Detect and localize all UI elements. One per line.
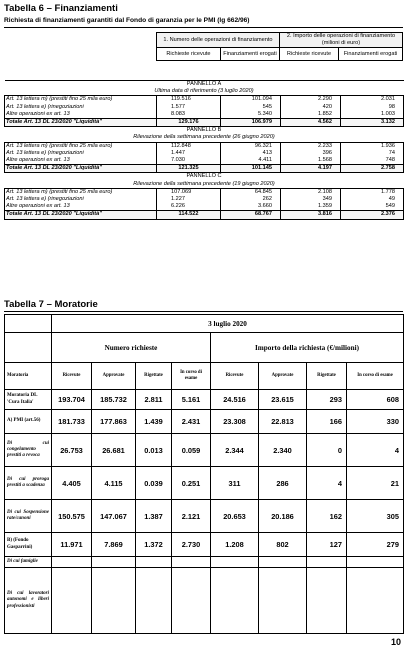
col-header: In corso di esame <box>347 363 404 390</box>
total-label: Totale Art. 13 DL 23/2020 "Liquidità" <box>5 119 157 127</box>
cell-value: 1.447 <box>157 150 221 157</box>
row-label: B) (Fondo Gasparrini) <box>5 533 52 557</box>
cell-value: 185.732 <box>92 390 136 410</box>
row-label: Di cui proroga prestiti a scadenza <box>5 467 52 500</box>
cell-value: 74 <box>341 150 404 157</box>
row-label: Altre operazioni ex art. 13 <box>5 157 157 165</box>
cell-value: 98 <box>341 104 404 111</box>
cell-value: 2.108 <box>281 188 341 196</box>
cell-value: 7.030 <box>157 157 221 165</box>
table-row <box>5 568 404 634</box>
cell-value <box>307 557 347 568</box>
cell-value: 396 <box>281 150 341 157</box>
cell-value: 5.340 <box>221 111 281 119</box>
cell-value: 2.121 <box>172 500 211 533</box>
cell-value: 2.031 <box>341 96 404 104</box>
cell-value: 1.439 <box>136 410 172 434</box>
cell-value: 2.730 <box>172 533 211 557</box>
cell-value: 21 <box>347 467 404 500</box>
cell-value <box>259 568 307 634</box>
total-value: 4.197 <box>281 165 341 173</box>
cell-value: 608 <box>347 390 404 410</box>
cell-value: 545 <box>221 104 281 111</box>
table6-subtitle: Richiesta di finanziamenti garantiti dal Fondo di garanzia per le PMI (lg 662/96) <box>4 17 250 24</box>
row-label: Altre operazioni ex art. 13 <box>5 203 157 211</box>
cell-value: 2.290 <box>281 96 341 104</box>
col-header: Rigettate <box>136 363 172 390</box>
cell-value: 262 <box>221 196 281 203</box>
cell-value: 4.115 <box>92 467 136 500</box>
cell-value <box>92 568 136 634</box>
cell-value: 1.387 <box>136 500 172 533</box>
table7-corner <box>5 315 52 333</box>
total-label: Totale Art. 13 DL 23/2020 "Liquidità" <box>5 211 157 219</box>
cell-value: 311 <box>211 467 259 500</box>
col-group-amount: 2. Importo delle operazioni di finanziamento (milioni di euro) <box>279 33 402 48</box>
cell-value <box>211 568 259 634</box>
cell-value: 1.936 <box>341 142 404 150</box>
col-header: Rigettate <box>307 363 347 390</box>
cell-value: 6.226 <box>157 203 221 211</box>
row-label: Di cui congelamento prestiti a revoca <box>5 434 52 467</box>
total-value: 68.767 <box>221 211 281 219</box>
cell-value <box>136 568 172 634</box>
col-header: Approvate <box>92 363 136 390</box>
panel-period: Ultima data di riferimento (3 luglio 2020) <box>154 88 254 95</box>
cell-value: 2.340 <box>259 434 307 467</box>
total-value: 3.132 <box>341 119 404 127</box>
cell-value: 127 <box>307 533 347 557</box>
table-row <box>5 390 404 410</box>
cell-value: 413 <box>221 150 281 157</box>
cell-value: 549 <box>341 203 404 211</box>
cell-value: 11.971 <box>52 533 92 557</box>
cell-value <box>172 568 211 634</box>
cell-value: 96.321 <box>221 142 281 150</box>
page-number: 10 <box>390 637 401 647</box>
cell-value <box>172 557 211 568</box>
table6-rule <box>4 27 403 28</box>
table-row <box>5 500 404 533</box>
total-value: 121.325 <box>157 165 221 173</box>
cell-value: 20.653 <box>211 500 259 533</box>
cell-value: 193.704 <box>52 390 92 410</box>
cell-value: 4.405 <box>52 467 92 500</box>
panel-name: PANNELLO A <box>5 81 404 89</box>
col-header: In corso di esame <box>172 363 211 390</box>
table7-group-amount: Importo della richiesta (€/milioni) <box>211 333 404 363</box>
cell-value: 24.516 <box>211 390 259 410</box>
table7-corner <box>5 333 52 363</box>
cell-value: 1.568 <box>281 157 341 165</box>
cell-value <box>211 557 259 568</box>
row-label: Art. 13 lettera m) (prestiti fino 25 mila euro) <box>5 142 157 150</box>
table-row <box>5 104 404 111</box>
cell-value: 2.811 <box>136 390 172 410</box>
table-row <box>5 196 404 203</box>
cell-value: 5.161 <box>172 390 211 410</box>
cell-value: 4 <box>347 434 404 467</box>
col-header: Ricevute <box>52 363 92 390</box>
table-row <box>5 533 404 557</box>
cell-value: 22.813 <box>259 410 307 434</box>
panel-period: Rilevazione della settimana precedente (26 giugno 2020) <box>133 134 275 141</box>
cell-value <box>307 568 347 634</box>
table7-group-count: Numero richieste <box>52 333 211 363</box>
table-row <box>5 111 404 119</box>
row-label: A) PMI (art.56) <box>5 410 52 434</box>
cell-value: 119.516 <box>157 96 221 104</box>
cell-value <box>136 557 172 568</box>
col-header: Approvate <box>259 363 307 390</box>
table-row <box>5 96 404 104</box>
cell-value <box>92 557 136 568</box>
cell-value: 802 <box>259 533 307 557</box>
cell-value: 181.733 <box>52 410 92 434</box>
panel-name: PANNELLO B <box>5 127 404 135</box>
row-label: Altre operazioni ex art. 13 <box>5 111 157 119</box>
cell-value: 0.059 <box>172 434 211 467</box>
cell-value: 23.615 <box>259 390 307 410</box>
table6-column-header <box>156 32 403 61</box>
panel-period: Rilevazione della settimana precedente (19 giugno 2020) <box>133 180 275 187</box>
cell-value: 0.039 <box>136 467 172 500</box>
cell-value: 101.094 <box>221 96 281 104</box>
table-row <box>5 142 404 150</box>
cell-value: 279 <box>347 533 404 557</box>
cell-value: 26.681 <box>92 434 136 467</box>
cell-value: 0 <box>307 434 347 467</box>
cell-value: 147.067 <box>92 500 136 533</box>
cell-value <box>347 557 404 568</box>
row-label: Art. 13 lettera e) (rinegoziazioni <box>5 196 157 203</box>
row-label: Art. 13 lettera e) (rinegoziazioni <box>5 150 157 157</box>
cell-value: 112.848 <box>157 142 221 150</box>
cell-value <box>259 557 307 568</box>
cell-value: 1.852 <box>281 111 341 119</box>
cell-value: 349 <box>281 196 341 203</box>
cell-value: 23.308 <box>211 410 259 434</box>
row-label: Di cui Sospensione rate/canoni <box>5 500 52 533</box>
row-label: Art. 13 lettera m) (prestiti fino 25 mila euro) <box>5 96 157 104</box>
table-row <box>5 203 404 211</box>
cell-value: 2.431 <box>172 410 211 434</box>
cell-value: 1.359 <box>281 203 341 211</box>
table-row <box>5 150 404 157</box>
table-row <box>5 557 404 568</box>
panel-name: PANNELLO C <box>5 173 404 181</box>
row-label: Art. 13 lettera m) (prestiti fino 25 mila euro) <box>5 188 157 196</box>
table6-title: Tabella 6 – Finanziamenti <box>4 3 118 14</box>
cell-value: 3.660 <box>221 203 281 211</box>
col-header: Richieste ricevute <box>279 48 338 61</box>
total-row <box>5 165 404 173</box>
table-row <box>5 188 404 196</box>
col-header: Ricevute <box>211 363 259 390</box>
cell-value: 1.208 <box>211 533 259 557</box>
cell-value: 0.013 <box>136 434 172 467</box>
cell-value: 748 <box>341 157 404 165</box>
total-value: 4.562 <box>281 119 341 127</box>
cell-value <box>52 568 92 634</box>
col-header: Richieste ricevute <box>157 48 221 61</box>
table-row <box>5 467 404 500</box>
col-header: Finanziamenti erogati <box>339 48 403 61</box>
row-label: Di cui lavoratori autonomi e liberi professionisti <box>5 568 52 634</box>
cell-value: 162 <box>307 500 347 533</box>
total-value: 3.816 <box>281 211 341 219</box>
cell-value <box>52 557 92 568</box>
cell-value: 2.344 <box>211 434 259 467</box>
total-row <box>5 119 404 127</box>
total-label: Totale Art. 13 DL 23/2020 "Liquidità" <box>5 165 157 173</box>
cell-value: 1.227 <box>157 196 221 203</box>
total-value: 114.522 <box>157 211 221 219</box>
cell-value: 2.233 <box>281 142 341 150</box>
col-header: Moratoria <box>5 363 52 390</box>
cell-value: 1.577 <box>157 104 221 111</box>
cell-value: 107.069 <box>157 188 221 196</box>
cell-value: 293 <box>307 390 347 410</box>
cell-value: 1.778 <box>341 188 404 196</box>
cell-value: 150.575 <box>52 500 92 533</box>
total-value: 2.376 <box>341 211 404 219</box>
cell-value: 7.869 <box>92 533 136 557</box>
cell-value: 20.186 <box>259 500 307 533</box>
cell-value: 0.251 <box>172 467 211 500</box>
cell-value: 305 <box>347 500 404 533</box>
cell-value: 64.845 <box>221 188 281 196</box>
table-row <box>5 410 404 434</box>
cell-value: 166 <box>307 410 347 434</box>
row-label: Art. 13 lettera e) (rinegoziazioni <box>5 104 157 111</box>
row-label: Di cui famiglie <box>5 557 52 568</box>
cell-value: 177.863 <box>92 410 136 434</box>
table-row <box>5 157 404 165</box>
total-value: 101.145 <box>221 165 281 173</box>
cell-value: 49 <box>341 196 404 203</box>
cell-value: 26.753 <box>52 434 92 467</box>
cell-value: 286 <box>259 467 307 500</box>
col-group-count: 1. Numero delle operazioni di finanziamento <box>157 33 280 48</box>
cell-value: 330 <box>347 410 404 434</box>
cell-value: 8.083 <box>157 111 221 119</box>
cell-value: 4 <box>307 467 347 500</box>
cell-value: 420 <box>281 104 341 111</box>
total-row <box>5 211 404 219</box>
table6-body <box>4 80 404 220</box>
total-value: 2.758 <box>341 165 404 173</box>
col-header: Finanziamenti erogati <box>220 48 279 61</box>
table7-moratorie <box>4 314 404 634</box>
table7-rule <box>4 311 403 312</box>
table7-date: 3 luglio 2020 <box>52 315 404 333</box>
cell-value: 1.372 <box>136 533 172 557</box>
cell-value: 1.003 <box>341 111 404 119</box>
total-value: 129.176 <box>157 119 221 127</box>
table-row <box>5 434 404 467</box>
table7-title: Tabella 7 – Moratorie <box>4 299 98 310</box>
row-label: Moratoria DL 'Cura Italia' <box>5 390 52 410</box>
total-value: 106.979 <box>221 119 281 127</box>
cell-value <box>347 568 404 634</box>
cell-value: 4.411 <box>221 157 281 165</box>
